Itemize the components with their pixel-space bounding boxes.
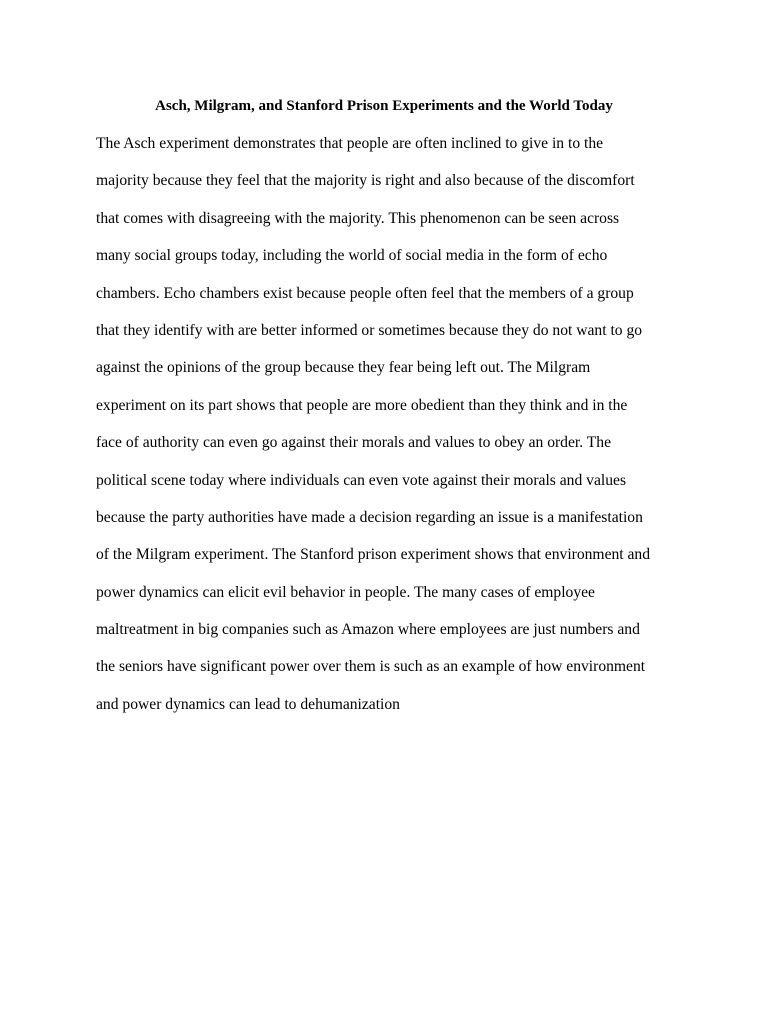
body-line: maltreatment in big companies such as Amazon where employees are just numbers and bbox=[96, 621, 640, 639]
document-body bbox=[96, 134, 676, 732]
body-line: because the party authorities have made a decision regarding an issue is a manifestation bbox=[96, 508, 643, 526]
body-line: that comes with disagreeing with the majority. This phenomenon can be seen across bbox=[96, 209, 620, 227]
body-line: power dynamics can elicit evil behavior in people. The many cases of employee bbox=[96, 583, 595, 601]
body-line: many social groups today, including the world of social media in the form of echo bbox=[96, 247, 608, 265]
body-line: majority because they feel that the majority is right and also because of the discomfort bbox=[96, 172, 635, 190]
body-line: political scene today where individuals can even vote against their morals and values bbox=[96, 471, 627, 489]
document-title: Asch, Milgram, and Stanford Prison Experiments and the World Today bbox=[155, 98, 613, 114]
body-line: that they identify with are better informed or sometimes because they do not want to go bbox=[96, 321, 643, 339]
body-line: face of authority can even go against their morals and values to obey an order. The bbox=[96, 434, 611, 452]
body-line: and power dynamics can lead to dehumanization bbox=[96, 695, 400, 713]
body-line: experiment on its part shows that people are more obedient than they think and in the bbox=[96, 396, 628, 414]
body-line: against the opinions of the group because they fear being left out. The Milgram bbox=[96, 359, 591, 377]
body-line: chambers. Echo chambers exist because people often feel that the members of a group bbox=[96, 284, 634, 302]
body-line: the seniors have significant power over them is such as an example of how environment bbox=[96, 658, 646, 676]
body-line: The Asch experiment demonstrates that people are often inclined to give in to the bbox=[96, 135, 604, 152]
body-line: of the Milgram experiment. The Stanford prison experiment shows that environment and bbox=[96, 546, 651, 564]
